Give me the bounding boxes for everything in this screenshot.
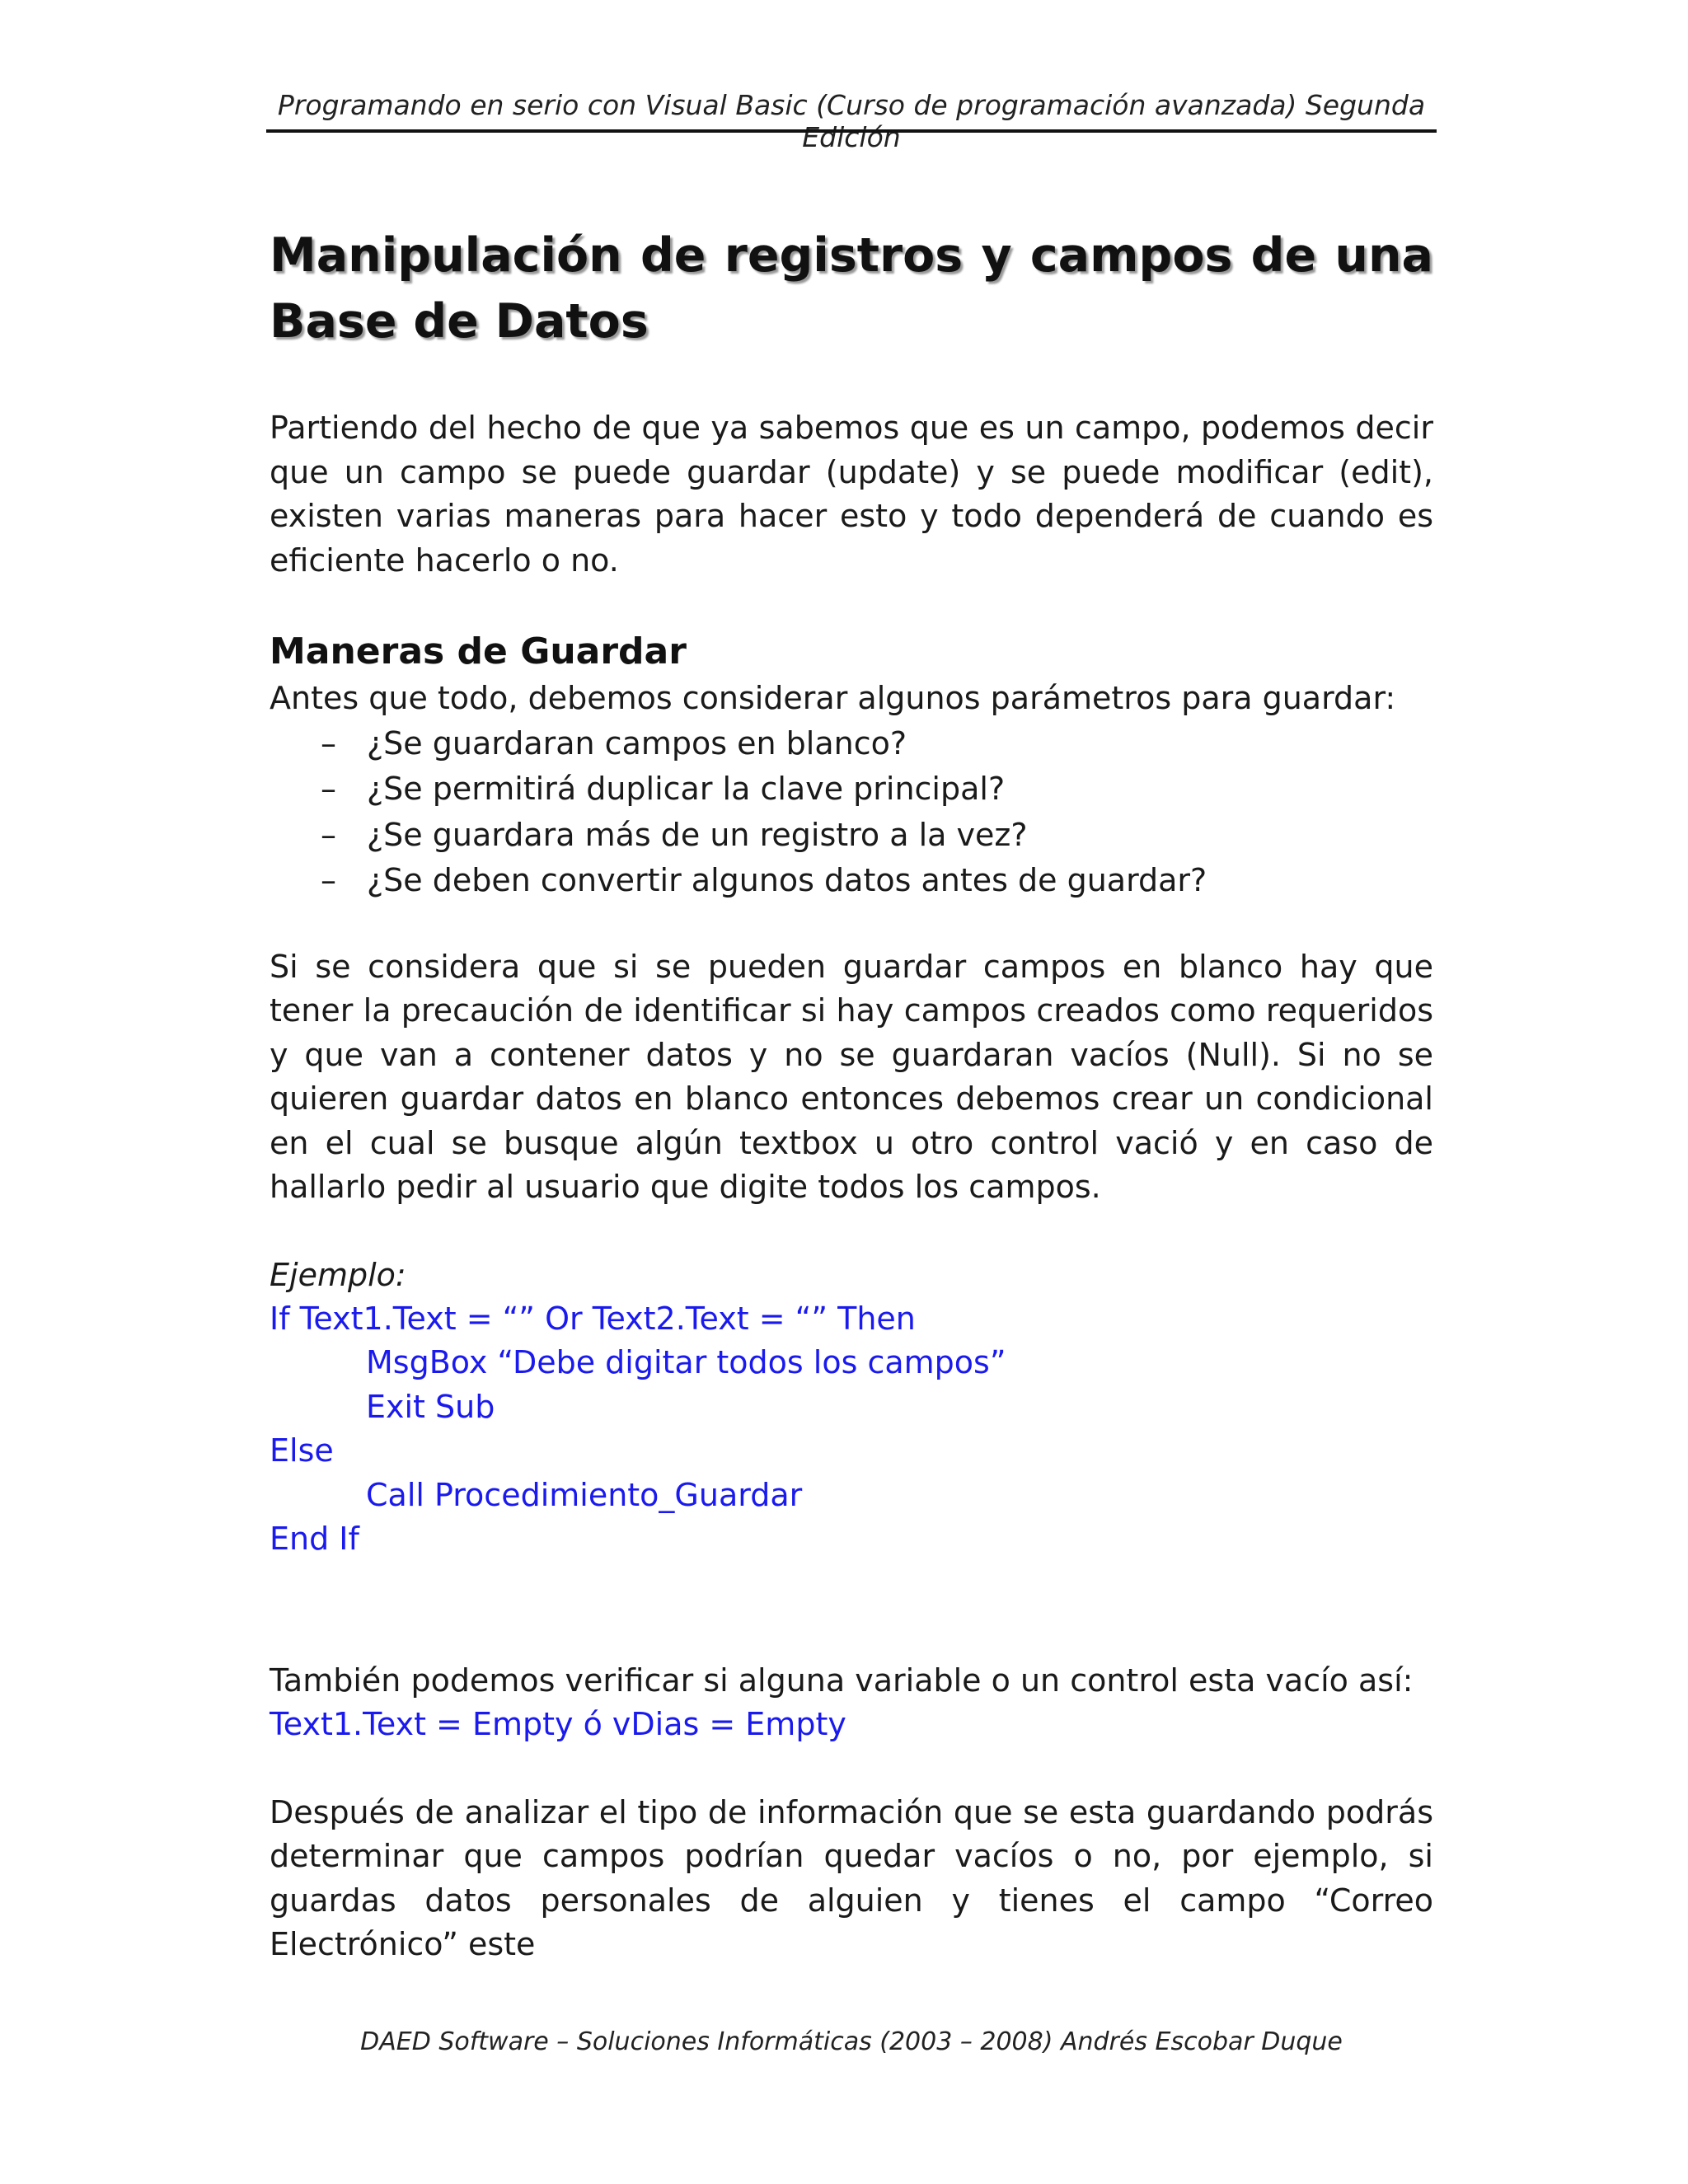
dash-bullet: – <box>321 862 336 898</box>
list-item <box>270 858 1433 904</box>
intro-paragraph: Partiendo del hecho de que ya sabemos que es un campo, podemos decir que un campo se puede guardar (update) y se puede modificar (edit), existen varias maneras para hacer esto y todo dependerá de cuando es eficiente hacerlo o no. <box>270 410 1433 579</box>
code-line: End If <box>270 1521 359 1557</box>
questions-list <box>270 721 1433 904</box>
code-line: Call Procedimiento_Guardar <box>366 1476 803 1513</box>
page-content <box>270 223 1433 1967</box>
code-line: If Text1.Text = “” Or Text2.Text = “” Then <box>270 1300 916 1337</box>
header-rule <box>266 129 1437 133</box>
running-header: Programando en serio con Visual Basic (Curso de programación avanzada) Segunda Edición <box>277 89 1426 153</box>
code-line: MsgBox “Debe digitar todos los campos” <box>366 1344 1006 1380</box>
dash-bullet: – <box>321 724 336 762</box>
code-line: Exit Sub <box>366 1388 495 1425</box>
empty-check-code: Text1.Text = Empty ó vDias = Empty <box>270 1706 846 1742</box>
list-item-text: ¿Se permitirá duplicar la clave principal? <box>367 771 1006 807</box>
page-title: Manipulación de registros y campos de una Base de Datos <box>270 228 1433 349</box>
empty-check-paragraph: También podemos verificar si alguna variable o un control esta vacío así: <box>270 1661 1414 1699</box>
page-footer: DAED Software – Soluciones Informáticas (2003 – 2008) Andrés Escobar Duque <box>360 2027 1343 2056</box>
list-item <box>270 766 1433 813</box>
list-item-text: ¿Se guardaran campos en blanco? <box>367 724 907 762</box>
list-item <box>270 721 1433 767</box>
code-example <box>270 1297 1433 1562</box>
analysis-paragraph: Después de analizar el tipo de información que se esta guardando podrás determinar que campos podrían quedar vacíos o no, por ejemplo, si guardas datos personales de alguien y tienes el campo “Correo Electrónico” este <box>270 1793 1433 1962</box>
list-item-text: ¿Se deben convertir algunos datos antes de guardar? <box>367 862 1207 898</box>
section-intro: Antes que todo, debemos considerar algunos parámetros para guardar: <box>270 680 1396 716</box>
section-heading: Maneras de Guardar <box>270 630 687 673</box>
example-label: Ejemplo: <box>270 1256 406 1293</box>
list-item <box>270 813 1433 859</box>
dash-bullet: – <box>321 816 336 853</box>
blank-fields-paragraph: Si se considera que si se pueden guardar campos en blanco hay que tener la precaución de identificar si hay campos creados como requeridos y que van a contener datos y no se guardaran vacíos (Null). Si no se quieren guardar datos en blanco entonces debemos crear un condicional en el cual se busque algún textbox u otro control vació y en caso de hallarlo pedir al usuario que digite todos los campos. <box>270 948 1433 1205</box>
dash-bullet: – <box>321 771 336 807</box>
list-item-text: ¿Se guardara más de un registro a la vez? <box>367 816 1028 853</box>
code-line: Else <box>270 1432 334 1469</box>
